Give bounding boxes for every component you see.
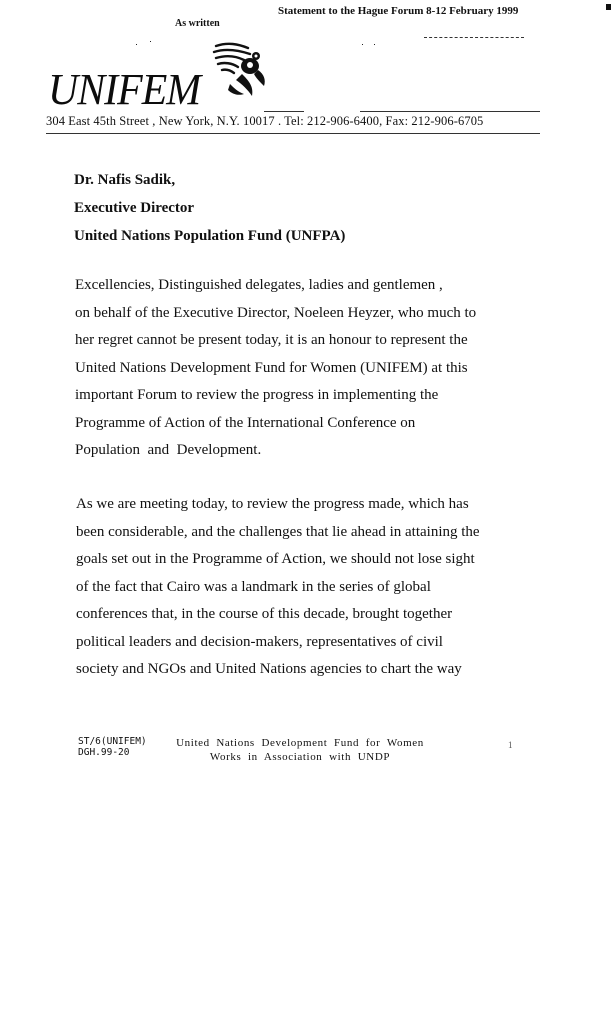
footer-organization — [160, 736, 440, 764]
footer-code-line-1: ST/6(UNIFEM) — [78, 736, 147, 747]
paragraph-line: Excellencies, Distinguished delegates, ladies and gentlemen , — [75, 277, 443, 293]
scan-speck — [362, 44, 363, 45]
scan-speck — [374, 44, 375, 45]
paragraph-line: of the fact that Cairo was a landmark in the series of global — [76, 578, 431, 595]
footer-code-line-2: DGH.99-20 — [78, 747, 130, 758]
scan-speck — [150, 41, 151, 42]
paragraph-line: on behalf of the Executive Director, Noeleen Heyzer, who much to — [75, 304, 477, 321]
addressee-name: Dr. Nafis Sadik, — [74, 172, 176, 188]
paragraph-line: political leaders and decision-makers, representatives of civil — [76, 633, 443, 650]
unifem-emblem-icon — [208, 40, 268, 102]
paragraph-line: Programme of Action of the International Conference on — [75, 414, 416, 431]
footer-org-line-2: Works in Association with UNDP — [209, 751, 391, 763]
footer-org-line-1: United Nations Development Fund for Women — [176, 737, 424, 749]
body-paragraph-1 — [75, 272, 476, 465]
letterhead-address: 304 East 45th Street , New York, N.Y. 10017 . Tel: 212-906-6400, Fax: 212-906-6705 — [46, 114, 484, 128]
unifem-logo-text: UNIFEM — [48, 65, 201, 114]
paragraph-line: conferences that, in the course of this decade, brought together — [76, 606, 453, 622]
page-number: 1 — [508, 740, 513, 750]
paragraph-line: Population and Development. — [75, 442, 262, 458]
paragraph-line: goals set out in the Programme of Action, we should not lose sight — [76, 551, 475, 567]
paragraph-line: important Forum to review the progress in implementing the — [75, 387, 439, 403]
paragraph-line: her regret cannot be present today, it is an honour to represent the — [75, 332, 468, 348]
footer-document-code — [78, 736, 147, 758]
paragraph-line: society and NGOs and United Nations agencies to chart the way — [76, 661, 462, 677]
scan-dashes — [424, 37, 524, 40]
letterhead-rule — [264, 111, 304, 112]
body-paragraph-2 — [76, 491, 480, 684]
addressee-title: Executive Director — [74, 200, 195, 216]
letterhead-rule — [360, 111, 540, 112]
statement-title: Statement to the Hague Forum 8-12 February 1999 — [278, 5, 519, 17]
paragraph-line: As we are meeting today, to review the progress made, which has — [76, 496, 469, 512]
corner-mark — [606, 4, 611, 10]
addressee-organization: United Nations Population Fund (UNFPA) — [74, 228, 346, 244]
letterhead-rule — [46, 133, 540, 134]
addressee-block — [74, 166, 345, 250]
paragraph-line: been considerable, and the challenges that lie ahead in attaining the — [76, 523, 480, 540]
as-written-note: As written — [175, 18, 220, 29]
scan-speck — [136, 44, 137, 45]
paragraph-line: United Nations Development Fund for Women (UNIFEM) at this — [75, 359, 468, 376]
